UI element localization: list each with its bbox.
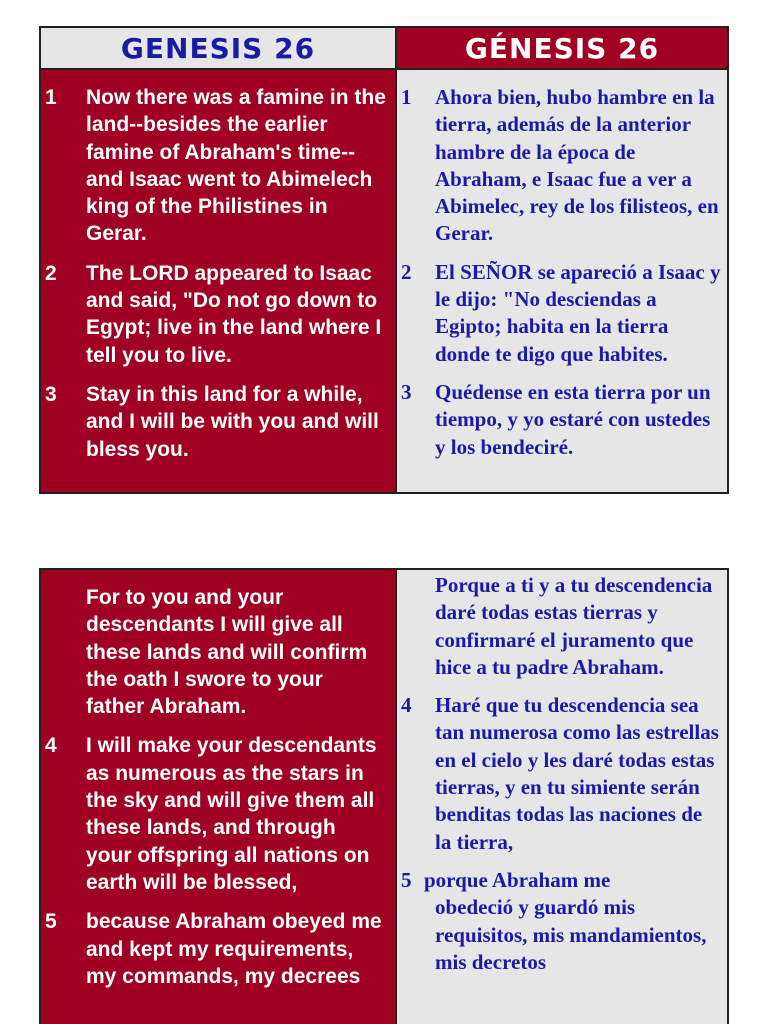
- verse-text: Quédense en esta tierra por un tiempo, y yo estaré con ustedes y los bendeciré.: [435, 379, 711, 459]
- verse-es-5: [401, 867, 723, 976]
- verse-text-rest: obedeció y guardó mis requisitos, mis mandamientos, mis decretos: [435, 895, 707, 974]
- english-column: [41, 570, 395, 1024]
- verse-text: Ahora bien, hubo hambre en la tierra, además de la anterior hambre de la época de Abraham, e Isaac fue a ver a Abimelec, rey de los filisteos, en Gerar.: [435, 85, 719, 246]
- verse-table-2: [39, 568, 729, 1024]
- verse-en-5: [45, 908, 387, 990]
- verse-en-1: [45, 84, 387, 248]
- verse-text: [424, 867, 723, 976]
- spanish-title: GÉNESIS 26: [397, 28, 727, 68]
- verse-text: El SEÑOR se apareció a Isaac y le dijo: "No desciendas a Egipto; habita en la tierra donde te digo que habites.: [435, 259, 721, 366]
- verse-text: I will make your descendants as numerous as the stars in the sky and will give them all these lands, and through your offspring all nations on earth will be blessed,: [86, 734, 377, 894]
- verse-number: 5: [401, 867, 412, 892]
- spanish-column: [397, 570, 727, 1024]
- verse-text: Haré que tu descendencia sea tan numerosa como las estrellas en el cielo y les daré todas estas tierras, y en tu simiente serán benditas todas las naciones de la tierra,: [435, 693, 719, 854]
- verse-number: 1: [401, 85, 412, 109]
- verse-es-2: [401, 259, 723, 368]
- verse-es-4: [401, 692, 723, 856]
- verse-table-1: [39, 26, 729, 494]
- verse-number: 3: [45, 382, 57, 406]
- verse-en-continued: [45, 584, 387, 720]
- verse-number: 4: [401, 693, 412, 718]
- verse-number: 1: [45, 86, 57, 109]
- verse-number: 2: [45, 261, 57, 285]
- spanish-column: [397, 70, 727, 492]
- verse-text: Porque a ti y a tu descendencia daré todas estas tierras y confirmaré el juramento que hice a tu padre Abraham.: [435, 573, 713, 679]
- verse-en-4: [45, 732, 387, 896]
- verse-en-2: [45, 260, 387, 369]
- english-column: [41, 70, 395, 492]
- verse-number: 5: [45, 910, 57, 934]
- verse-number: 4: [45, 734, 57, 758]
- verse-en-3: [45, 381, 387, 463]
- verse-text: because Abraham obeyed me and kept my requirements, my commands, my decrees: [86, 910, 382, 988]
- verse-text: Stay in this land for a while, and I will be with you and will bless you.: [86, 382, 379, 461]
- verse-text: Now there was a famine in the land--besides the earlier famine of Abraham's time--and Isaac went to Abimelech king of the Philistines in Gerar.: [86, 86, 386, 246]
- verse-number: 2: [401, 259, 412, 284]
- english-title: GENESIS 26: [41, 28, 395, 68]
- verse-es-continued: [401, 572, 723, 681]
- verse-es-1: [401, 84, 723, 248]
- verse-text-first-line: porque Abraham me: [424, 867, 611, 892]
- verse-text: The LORD appeared to Isaac and said, "Do not go down to Egypt; live in the land where I tell you to live.: [86, 261, 382, 367]
- verse-text: For to you and your descendants I will give all these lands and will confirm the oath I swore to your father Abraham.: [86, 586, 368, 719]
- verse-es-3: [401, 379, 723, 461]
- verse-number: 3: [401, 379, 412, 404]
